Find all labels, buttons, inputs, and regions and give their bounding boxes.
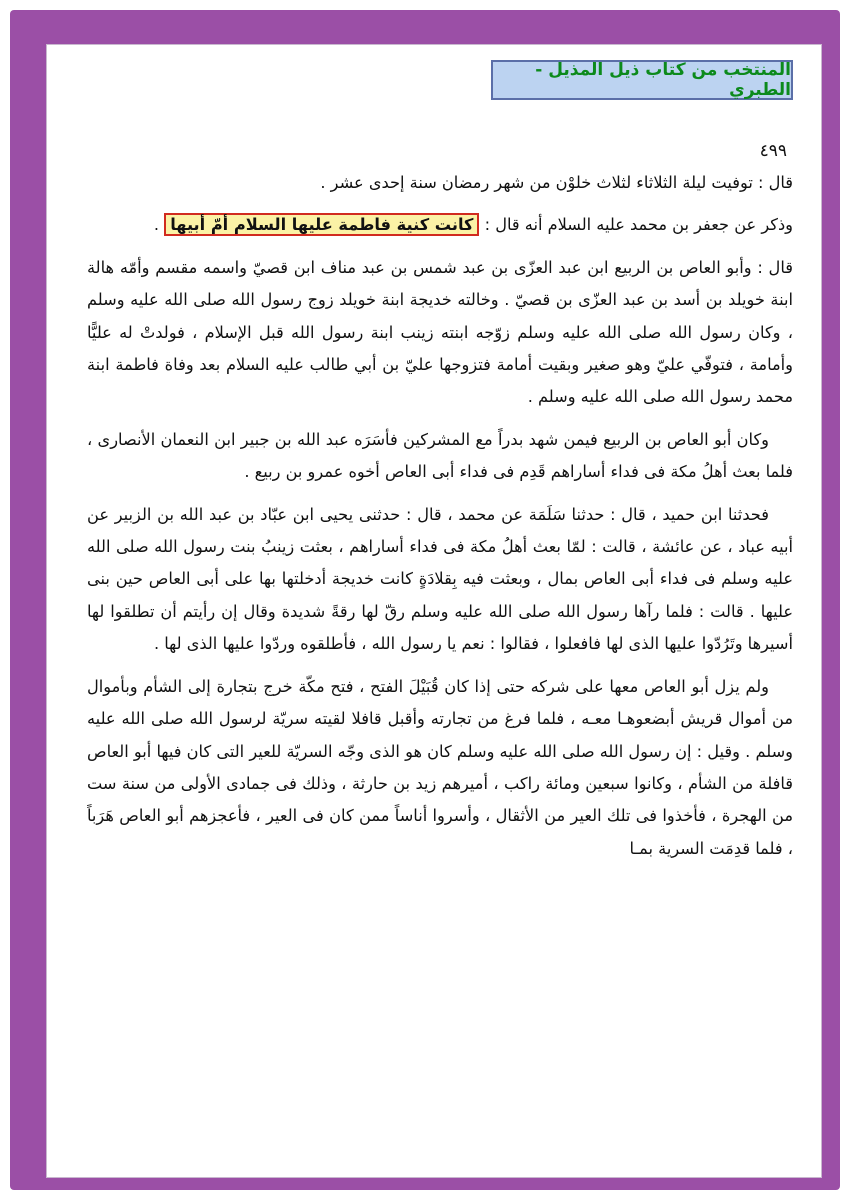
paragraph-2 bbox=[87, 209, 793, 241]
source-title-text: المنتخب من كتاب ذيل المذيل - الطبري bbox=[535, 60, 791, 100]
paragraph-5: فحدثنا ابن حميد ، قال : حدثنا سَلَمَة عن محمد ، قال : حدثنى يحيى ابن عبّاد بن عبد الله بن الزبير عن أبيه عباد ، عن عائشة ، قالت : لمّا بعث أهلُ مكة فى فداء أساراهم ، بعثت زينبُ بنت رسول الله صلى الله عليه وسلم فى فداء أبى العاص بمال ، وبعثت فيه بِقلادَةٍ كانت خديجة أدخلتها بها على أبى العاص حين بنى عليها . قالت : فلما رآها رسول الله صلى الله عليه وسلم رقّ لها رقةً شديدة وقال إن رأيتم أن تطلقوا لها أسيرها وتَرُدّوا عليها الذى لها فافعلوا ، فقالوا : نعم يا رسول الله ، فأطلقوه وردّوا عليها الذى لها . bbox=[87, 504, 793, 654]
source-title-banner bbox=[491, 60, 793, 100]
book-text bbox=[87, 167, 793, 875]
paragraph-4: وكان أبو العاص بن الربيع فيمن شهد بدراً مع المشركين فأسَرَه عبد الله بن جبير ابن النعمان الأنصارى ، فلما بعث أهلُ مكة فى فداء أساراهم قَدِم فى فداء أبى العاص أخوه عمرو بن ربيع . bbox=[87, 429, 793, 482]
paragraph-2-lead: وذكر عن جعفر بن محمد عليه السلام أنه قال : bbox=[479, 215, 793, 235]
highlighted-quote: كانت كنية فاطمة عليها السلام أمّ أبيها bbox=[164, 213, 479, 236]
page-number: ٤٩٩ bbox=[759, 141, 787, 161]
paragraph-2-end: . bbox=[153, 215, 165, 235]
paragraph-3: قال : وأبو العاص بن الربيع ابن عبد العزّى بن عبد شمس بن عبد مناف ابن قصيّ واسمه مقسم وأمّه هالة ابنة خويلد بن أسد بن عبد العزّى بن قصيّ . وخالته خديجة ابنة خويلد زوج رسول الله صلى الله عليه وسلم ، وكان رسول الله صلى الله عليه وسلم زوّجه ابنته زينب ابنة رسول الله قبل الإسلام ، فولدتْ له عليًّا وأمامة ، فتوفّي عليّ وهو صغير وبقيت أمامة فتزوجها عليّ بن أبي طالب عليه السلام بعد وفاة فاطمة ابنة محمد رسول الله صلى الله عليه وسلم . bbox=[87, 257, 793, 407]
purple-frame bbox=[10, 10, 840, 1190]
paragraph-6: ولم يزل أبو العاص معها على شركه حتى إذا كان قُبَيْلَ الفتح ، فتح مكّة خرج بتجارة إلى الشأم وبأموال من أموال قريش أبضعوهـا معـه ، فلما فرغ من تجارته وأقبل قافلا لقيته سريّة لرسول الله صلى الله عليه وسلم . وقيل : إن رسول الله صلى الله عليه وسلم كان هو الذى وجّه السريّة للعير التى كان فيها أبو العاص قافلة من الشأم ، وكانوا سبعين ومائة راكب ، أميرهم زيد بن حارثة ، وذلك فى جمادى الأولى من سنة ست من الهجرة ، فأخذوا فى تلك العير من الأثقال ، وأسروا أناساً ممن كان فى العير ، فأعجزهم أبو العاص هَرَباً ، فلما قدِمَت السرية بمـا bbox=[87, 676, 793, 858]
book-page bbox=[46, 44, 822, 1178]
paragraph-1: قال : توفيت ليلة الثلاثاء لثلاث خلوْن من شهر رمضان سنة إحدى عشر . bbox=[320, 173, 793, 192]
